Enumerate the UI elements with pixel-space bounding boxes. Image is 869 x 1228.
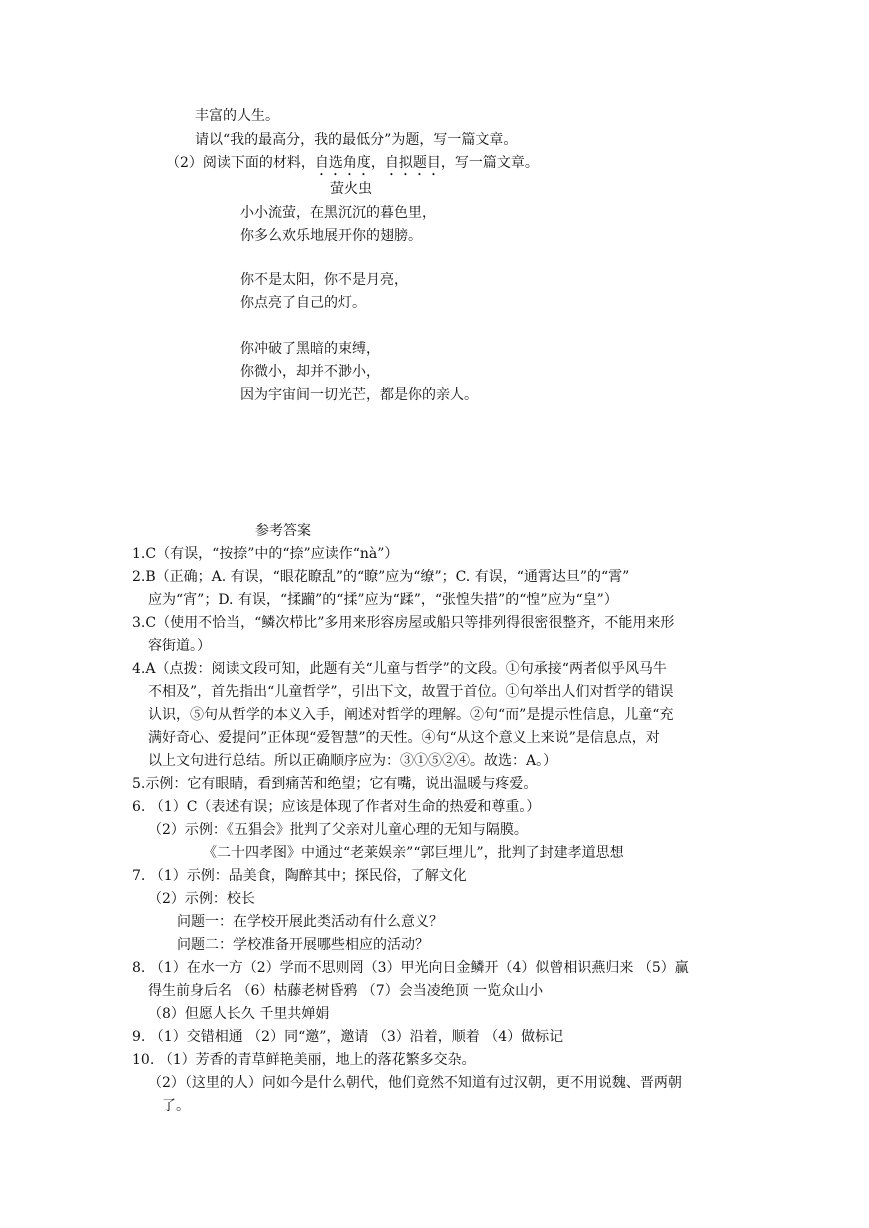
essay-line xyxy=(166,153,539,179)
answer-line: 5.示例：它有眼睛，看到痛苦和绝望；它有嘴，说出温暖与疼爱。 xyxy=(132,776,538,792)
answer-line: （2）示例：《五猖会》批判了父亲对儿童心理的无知与隔膜。 xyxy=(148,822,528,838)
answer-line: 以上文句进行总结。所以正确顺序应为：③①⑤②④。故选：A。） xyxy=(148,753,558,769)
essay-line: 丰富的人生。 xyxy=(195,108,279,124)
answer-line: 4.A（点拨：阅读文段可知，此题有关“儿童与哲学”的文段。①句承接“两者似乎风马牛 xyxy=(132,661,667,677)
answer-line: 《二十四孝图》中通过“老莱娱亲”“郭巨埋儿”，批判了封建孝道思想 xyxy=(203,845,624,861)
answer-line: 认识，⑤句从哲学的本义入手，阐述对哲学的理解。②句“而”是提示性信息，儿童“充 xyxy=(148,707,674,723)
answer-heading: 参考答案 xyxy=(255,523,311,539)
answer-line: 6. （1）C（表述有误；应该是体现了作者对生命的热爱和尊重。） xyxy=(132,799,541,815)
answer-line: 得生前身后名 （6）枯藤老树昏鸦 （7）会当凌绝顶 一览众山小 xyxy=(148,983,544,999)
answer-line: 问题二：学校准备开展哪些相应的活动？ xyxy=(177,937,429,953)
answer-line: 10. （1）芳香的青草鲜艳美丽，地上的落花繁多交杂。 xyxy=(132,1052,476,1068)
poem-line: 小小流萤，在黑沉沉的暮色里， xyxy=(240,205,436,221)
poem-line: 因为宇宙间一切光芒，都是你的亲人。 xyxy=(240,387,478,403)
essay-text: （2）阅读下面的材料， xyxy=(166,155,315,171)
answer-line: 不相及”，首先指出“儿童哲学”，引出下文，故置于首位。①句举出人们对哲学的错误 xyxy=(148,684,674,700)
emphasis-text: 自选角度 xyxy=(314,155,371,171)
answer-line: 2.B（正确；A. 有误，“眼花瞭乱”的“瞭”应为“缭”；C. 有误，“通霄达旦”的“霄” xyxy=(132,569,630,585)
essay-text: ， xyxy=(370,155,385,171)
answer-line: 1.C（有误，“按捺”中的“捺”应读作“nà”） xyxy=(132,546,399,562)
essay-line: 请以“我的最高分，我的最低分”为题，写一篇文章。 xyxy=(195,132,518,148)
poem-line: 你冲破了黑暗的束缚， xyxy=(240,341,380,357)
poem-line: 你不是太阳，你不是月亮， xyxy=(240,272,408,288)
answer-line: （8）但愿人长久 千里共婵娟 xyxy=(148,1006,330,1022)
answer-line: 了。 xyxy=(162,1098,190,1114)
emphasis-text: 自拟题目 xyxy=(384,155,441,171)
answer-line: 9. （1）交错相通 （2）同“邀”，邀请 （3）沿着，顺着 （4）做标记 xyxy=(132,1029,564,1045)
answer-line: 8. （1）在水一方（2）学而不思则罔（3）甲光向日金鳞开（4）似曾相识燕归来 （5）赢 xyxy=(132,960,689,976)
answer-line: （2）（这里的人）问如今是什么朝代，他们竟然不知道有过汉朝，更不用说魏、晋两朝 xyxy=(148,1075,682,1091)
essay-text: ，写一篇文章。 xyxy=(440,155,539,171)
poem-line: 你多么欢乐地展开你的翅膀。 xyxy=(240,228,422,244)
answer-line: 应为“宵”；D. 有误，“揉躏”的“揉”应为“蹂”，“张惶失措”的“惶”应为“皇”） xyxy=(148,592,618,608)
answer-line: 3.C（使用不恰当，“鳞次栉比”多用来形容房屋或船只等排列得很密很整齐，不能用来形 xyxy=(132,615,675,631)
poem-title: 萤火虫 xyxy=(330,181,372,197)
answer-line: 容街道。） xyxy=(148,638,211,654)
answer-line: 7. （1）示例：品美食，陶醉其中；探民俗，了解文化 xyxy=(132,868,467,884)
poem-line: 你微小，却并不渺小， xyxy=(240,364,380,380)
answer-line: （2）示例：校长 xyxy=(148,891,255,907)
answer-line: 问题一：在学校开展此类活动有什么意义？ xyxy=(177,914,443,930)
poem-line: 你点亮了自己的灯。 xyxy=(240,295,366,311)
answer-line: 满好奇心、爱提问”正体现“爱智慧”的天性。④句“从这个意义上来说”是信息点，对 xyxy=(148,730,660,746)
